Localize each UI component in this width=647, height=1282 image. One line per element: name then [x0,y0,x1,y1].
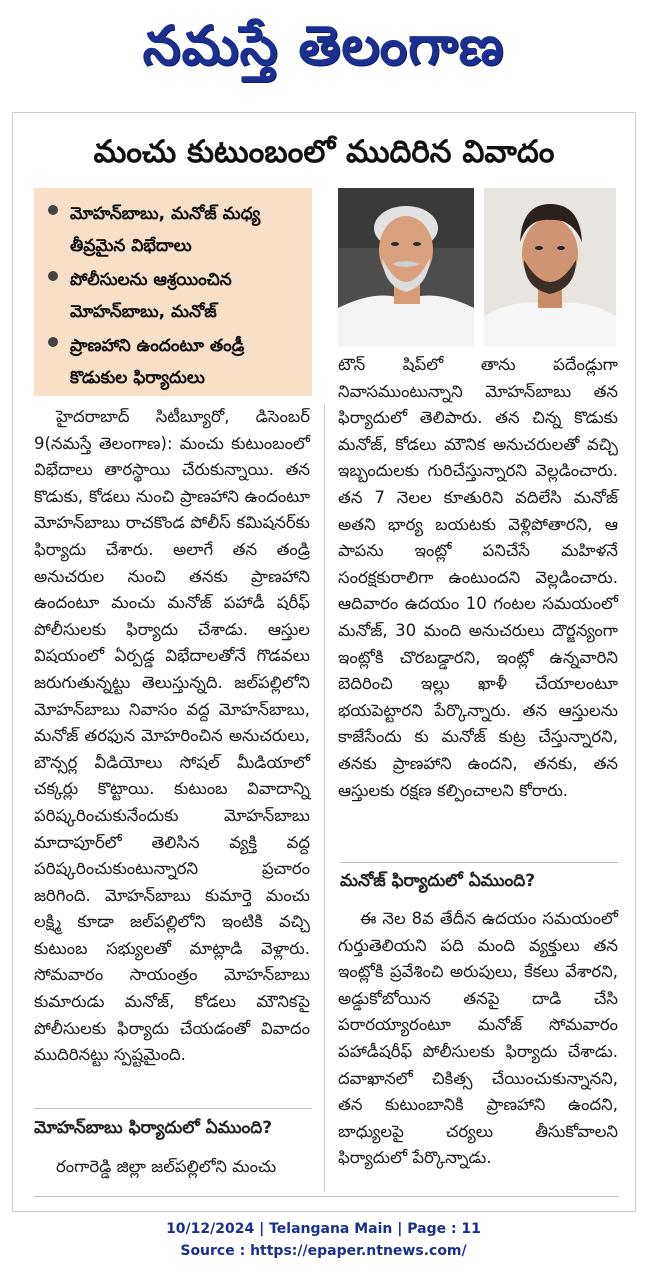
footer-source-link[interactable]: Source : https://epaper.ntnews.com/ [180,1243,467,1259]
bottom-rule [34,1196,618,1197]
masthead-title: నమస్తే తెలంగాణ [142,14,505,77]
subheading-manoj-complaint: మనోజ్ ఫిర్యాదులో ఏముంది? [340,871,536,891]
article-headline: మంచు కుటుంబంలో ముదిరిన వివాదం [93,134,555,170]
highlight-text: ప్రాణహాని ఉందంటూ తండ్రీ కొడుకుల ఫిర్యాదులు [70,336,245,388]
photo-mohan-babu [338,188,474,346]
article-paragraph: హైదరాబాద్ సిటీబ్యూరో, డిసెంబర్ 9(నమస్తే తెలంగాణ): మంచు కుటుంబంలో విభేదాలు తారస్థాయి చేరుకున్నాయి. తన కొడుకు, కోడలు నుంచి ప్రాణహాని ఉందంటూ మోహన్‌బాబు రాచకొండ పోలీస్ కమిషనర్‌కు ఫిర్యాదు చేశారు. అలాగే తన తండ్రి అనుచరుల నుంచి తనకు ప్రాణహాని ఉందంటూ మంచు మనోజ్ పహాడీ షరీఫ్ పోలీసులకు ఫిర్యాదు చేశాడు. ఆస్తుల విషయంలో ఏర్పడ్డ విభేదాలతోనే గొడవలు జరుగుతున్నట్టు తెలుస్తున్నది. జల్‌పల్లిలోని మోహన్‌బాబు నివాసం వద్ద మోహన్‌బాబు, మనోజ్ తరఫున మోహరించిన అనుచరులు, బౌన్సర్ల వీడియోలు సోషల్ మీడియాలో చక్కర్లు కొట్టాయి. కుటుంబ వివాదాన్ని పరిష్కరించుకునేందుకు మోహన్‌బాబు మాదాపూర్‌లో తెలిసిన వ్యక్తి వద్ద పరిష్కరించుకుంటున్నారని ప్రచారం జరిగింది. మోహన్‌బాబు కుమార్తె మంచు లక్ష్మి కూడా జల్‌పల్లిలోని ఇంటికి వచ్చి కుటుంబ సభ్యులతో మాట్లాడి వెళ్లారు. సోమవారం సాయంత్రం మోహన్‌బాబు కుమారుడు మనోజ్, కోడలు మౌనికపై పోలీసులకు ఫిర్యాదు చేయడంతో వివాదం ముదిరినట్టు స్పష్టమైంది. [34,407,310,1065]
highlight-text: మోహన్‌బాబు, మనోజ్ మధ్య తీవ్రమైన విభేదాలు [70,204,261,256]
photo-manoj [484,188,616,346]
article-column-right-top [338,352,618,804]
article-paragraph: టౌన్ షిప్‌లో తాను పదేండ్లుగా నివాసముంటున్నాని మోహన్‌బాబు తన ఫిర్యాదులో తెలిపారు. తన చిన్న కొడుకు మనోజ్, కోడలు మౌనిక అనుచరులతో వచ్చి ఇబ్బందులకు గురిచేస్తున్నారని వెల్లడించారు. తన 7 నెలల కూతురిని వదిలేసి మనోజ్ అతని భార్య బయటకు వెళ్లిపోతారని, ఆ పాపను ఇంట్లో పనిచేసే మహిళనే సంరక్షకురాలిగా ఉంటుందని వెల్లడించారు. ఆదివారం ఉదయం 10 గంటల సమయంలో మనోజ్, 30 మంది అనుచరులు దౌర్జన్యంగా ఇంట్లోకి చొరబడ్డారని, ఇంట్లో ఉన్నవారిని బెదిరించి ఇల్లు ఖాళీ చేయాలంటూ భయపెట్టారని పేర్కొన్నారు. తన ఆస్తులను కాజేసేందు కు మనోజ్ కుట్ర చేస్తున్నారని, తనకు ప్రాణహాని ఉందని, తనకు, తన ఆస్తులకు రక్షణ కల్పించాలని కోరారు. [338,355,618,800]
footer-date-page: 10/12/2024 | Telangana Main | Page : 11 [166,1221,481,1237]
bullet-icon [48,205,58,215]
column-divider [324,404,325,1192]
article-column-left-tail [34,1154,310,1181]
article-paragraph: ఈ నెల 8వ తేదీన ఉదయం సమయంలో గుర్తుతెలియని పది మంది వ్యక్తులు తన ఇంట్లోకి ప్రవేశించి అరుపులు, కేకలు వేశారని, అడ్డుకోబోయిన తనపై దాడి చేసి పరారయ్యారంటూ మనోజ్ సోమవారం పహాడీషరీఫ్ పోలీసులకు ఫిర్యాదు చేశాడు. దవాఖానలో చికిత్స చేయించుకున్నానని, తన కుటుంబానికి ప్రాణహాని ఉందని, బాధ్యులపై చర్యలు తీసుకోవాలని ఫిర్యాదులో పేర్కొన్నాడు. [338,909,618,1168]
highlights-box [34,188,312,396]
article-column-left [34,404,310,1069]
subheading-mohan-complaint: మోహన్‌బాబు ఫిర్యాదులో ఏముంది? [34,1118,273,1138]
divider [34,1108,312,1109]
highlight-item [44,198,304,262]
highlight-item [44,264,304,328]
bullet-icon [48,337,58,347]
highlight-text: పోలీసులను ఆశ్రయించిన మోహన్‌బాబు, మనోజ్ [70,270,232,322]
bullet-icon [48,271,58,281]
article-column-right-bottom [338,906,618,1172]
divider [340,862,618,863]
highlight-item [44,330,304,394]
article-paragraph: రంగారెడ్డి జిల్లా జల్‌పల్లిలోని మంచు [56,1157,277,1176]
